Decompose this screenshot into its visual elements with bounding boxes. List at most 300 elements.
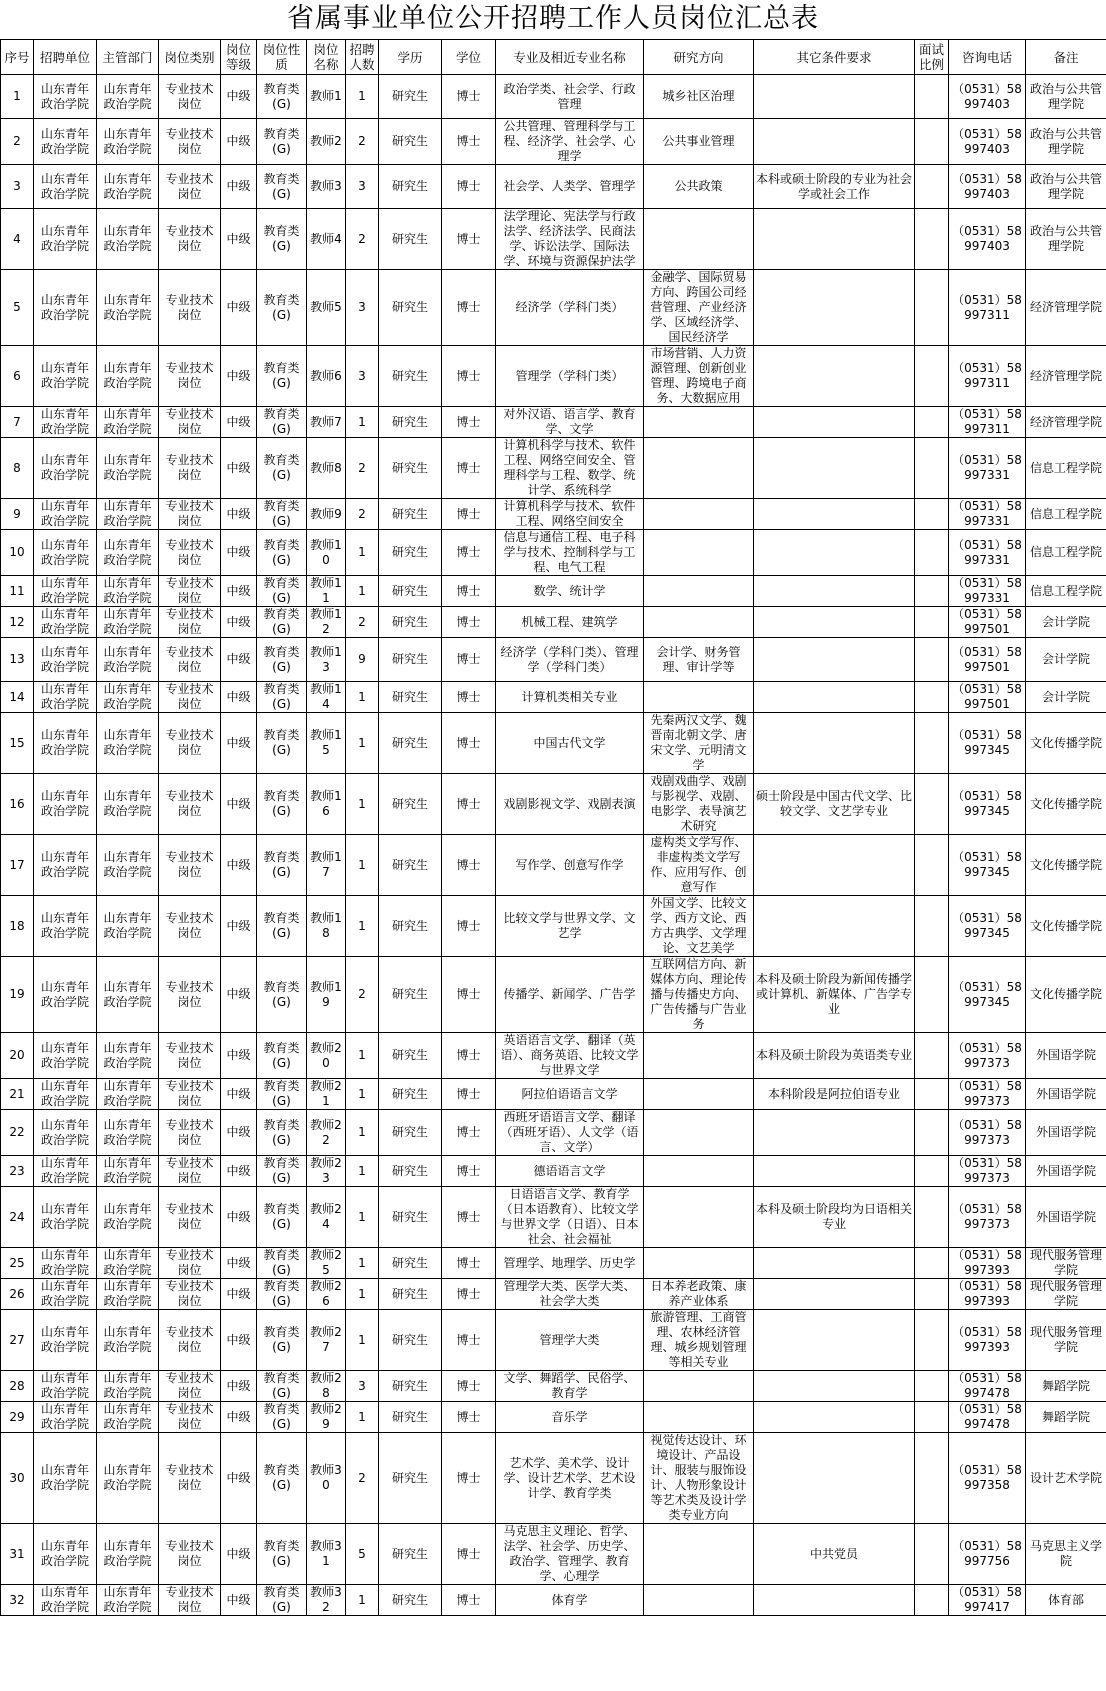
cell-education: 研究生 <box>379 1402 442 1433</box>
cell-supervising-dept: 山东青年政治学院 <box>97 713 159 774</box>
cell-degree: 博士 <box>442 1079 496 1110</box>
cell-recruiting-unit: 山东青年政治学院 <box>34 835 97 896</box>
cell-education: 研究生 <box>379 75 442 119</box>
cell-headcount: 3 <box>346 165 379 209</box>
cell-major: 写作学、创意写作学 <box>496 835 644 896</box>
cell-education: 研究生 <box>379 530 442 576</box>
cell-interview-ratio <box>915 270 949 346</box>
cell-post-category: 专业技术岗位 <box>159 1079 221 1110</box>
header-degree: 学位 <box>442 40 496 75</box>
cell-major: 戏剧影视文学、戏剧表演 <box>496 774 644 835</box>
cell-degree: 博士 <box>442 1585 496 1616</box>
table-row <box>1 774 1106 835</box>
cell-remarks: 设计艺术学院 <box>1026 1433 1106 1524</box>
cell-research-direction <box>644 530 754 576</box>
cell-degree: 博士 <box>442 1371 496 1402</box>
cell-other-requirements <box>754 713 915 774</box>
cell-recruiting-unit: 山东青年政治学院 <box>34 576 97 607</box>
cell-seq: 14 <box>1 682 34 713</box>
cell-major: 政治学类、社会学、行政管理 <box>496 75 644 119</box>
cell-research-direction: 旅游管理、工商管理、农林经济管理、城乡规划管理等相关专业 <box>644 1310 754 1371</box>
cell-post-name: 教师31 <box>307 1524 346 1585</box>
table-row <box>1 119 1106 165</box>
cell-education: 研究生 <box>379 270 442 346</box>
cell-post-category: 专业技术岗位 <box>159 75 221 119</box>
cell-post-level: 中级 <box>221 682 257 713</box>
cell-seq: 15 <box>1 713 34 774</box>
cell-major: 经济学（学科门类） <box>496 270 644 346</box>
cell-post-nature: 教育类(G) <box>257 1310 307 1371</box>
cell-major: 马克思主义理论、哲学、法学、社会学、历史学、政治学、管理学、教育学、心理学 <box>496 1524 644 1585</box>
cell-research-direction <box>644 499 754 530</box>
cell-phone: （0531）58997403 <box>949 75 1026 119</box>
cell-seq: 19 <box>1 957 34 1033</box>
cell-post-level: 中级 <box>221 119 257 165</box>
cell-headcount: 1 <box>346 530 379 576</box>
cell-phone: （0531）58997403 <box>949 165 1026 209</box>
cell-post-name: 教师11 <box>307 576 346 607</box>
cell-education: 研究生 <box>379 1079 442 1110</box>
cell-education: 研究生 <box>379 1279 442 1310</box>
cell-post-nature: 教育类(G) <box>257 1156 307 1187</box>
cell-interview-ratio <box>915 119 949 165</box>
cell-other-requirements <box>754 1156 915 1187</box>
cell-remarks: 外国语学院 <box>1026 1033 1106 1079</box>
cell-degree: 博士 <box>442 270 496 346</box>
cell-post-category: 专业技术岗位 <box>159 499 221 530</box>
cell-interview-ratio <box>915 1033 949 1079</box>
table-row <box>1 638 1106 682</box>
cell-education: 研究生 <box>379 346 442 407</box>
cell-major: 社会学、人类学、管理学 <box>496 165 644 209</box>
cell-major: 计算机类相关专业 <box>496 682 644 713</box>
cell-degree: 博士 <box>442 638 496 682</box>
cell-post-nature: 教育类(G) <box>257 1371 307 1402</box>
table-row <box>1 1110 1106 1156</box>
cell-remarks: 会计学院 <box>1026 607 1106 638</box>
table-row <box>1 682 1106 713</box>
cell-research-direction: 公共事业管理 <box>644 119 754 165</box>
cell-post-level: 中级 <box>221 896 257 957</box>
cell-degree: 博士 <box>442 1110 496 1156</box>
cell-other-requirements: 硕士阶段是中国古代文学、比较文学、文艺学专业 <box>754 774 915 835</box>
cell-other-requirements: 本科及硕士阶段为英语类专业 <box>754 1033 915 1079</box>
cell-phone: （0531）58997373 <box>949 1187 1026 1248</box>
header-education: 学历 <box>379 40 442 75</box>
cell-post-category: 专业技术岗位 <box>159 713 221 774</box>
cell-post-nature: 教育类(G) <box>257 1585 307 1616</box>
cell-post-level: 中级 <box>221 530 257 576</box>
cell-remarks: 现代服务管理学院 <box>1026 1248 1106 1279</box>
cell-recruiting-unit: 山东青年政治学院 <box>34 407 97 438</box>
cell-phone: （0531）58997393 <box>949 1279 1026 1310</box>
cell-recruiting-unit: 山东青年政治学院 <box>34 1156 97 1187</box>
cell-headcount: 1 <box>346 774 379 835</box>
cell-recruiting-unit: 山东青年政治学院 <box>34 1279 97 1310</box>
cell-headcount: 2 <box>346 957 379 1033</box>
cell-recruiting-unit: 山东青年政治学院 <box>34 1110 97 1156</box>
cell-degree: 博士 <box>442 438 496 499</box>
header-post-category: 岗位类别 <box>159 40 221 75</box>
cell-interview-ratio <box>915 1585 949 1616</box>
cell-post-category: 专业技术岗位 <box>159 957 221 1033</box>
cell-post-nature: 教育类(G) <box>257 438 307 499</box>
cell-post-nature: 教育类(G) <box>257 1433 307 1524</box>
cell-post-level: 中级 <box>221 576 257 607</box>
cell-remarks: 政治与公共管理学院 <box>1026 75 1106 119</box>
cell-recruiting-unit: 山东青年政治学院 <box>34 346 97 407</box>
cell-education: 研究生 <box>379 209 442 270</box>
cell-other-requirements <box>754 346 915 407</box>
cell-recruiting-unit: 山东青年政治学院 <box>34 1524 97 1585</box>
cell-recruiting-unit: 山东青年政治学院 <box>34 165 97 209</box>
header-post-nature: 岗位性质 <box>257 40 307 75</box>
cell-post-name: 教师27 <box>307 1310 346 1371</box>
cell-remarks: 现代服务管理学院 <box>1026 1310 1106 1371</box>
cell-major: 日语语言文学、教育学（日本语教育）、比较文学与世界文学（日语）、日本社会、社会福祉 <box>496 1187 644 1248</box>
table-row <box>1 1248 1106 1279</box>
cell-degree: 博士 <box>442 499 496 530</box>
cell-education: 研究生 <box>379 957 442 1033</box>
cell-remarks: 文化传播学院 <box>1026 713 1106 774</box>
cell-headcount: 1 <box>346 407 379 438</box>
cell-headcount: 1 <box>346 835 379 896</box>
cell-post-name: 教师18 <box>307 896 346 957</box>
cell-post-level: 中级 <box>221 209 257 270</box>
cell-other-requirements <box>754 1371 915 1402</box>
cell-post-category: 专业技术岗位 <box>159 119 221 165</box>
cell-seq: 16 <box>1 774 34 835</box>
cell-post-nature: 教育类(G) <box>257 1110 307 1156</box>
cell-other-requirements <box>754 530 915 576</box>
cell-other-requirements: 本科或硕士阶段的专业为社会学或社会工作 <box>754 165 915 209</box>
header-major: 专业及相近专业名称 <box>496 40 644 75</box>
cell-post-level: 中级 <box>221 1248 257 1279</box>
cell-supervising-dept: 山东青年政治学院 <box>97 75 159 119</box>
cell-phone: （0531）58997403 <box>949 209 1026 270</box>
cell-interview-ratio <box>915 346 949 407</box>
cell-interview-ratio <box>915 1433 949 1524</box>
cell-post-category: 专业技术岗位 <box>159 774 221 835</box>
cell-interview-ratio <box>915 957 949 1033</box>
cell-post-name: 教师2 <box>307 119 346 165</box>
cell-post-nature: 教育类(G) <box>257 896 307 957</box>
cell-other-requirements: 中共党员 <box>754 1524 915 1585</box>
cell-supervising-dept: 山东青年政治学院 <box>97 576 159 607</box>
cell-recruiting-unit: 山东青年政治学院 <box>34 1402 97 1433</box>
cell-research-direction: 公共政策 <box>644 165 754 209</box>
cell-seq: 4 <box>1 209 34 270</box>
cell-other-requirements <box>754 407 915 438</box>
cell-research-direction: 先秦两汉文学、魏晋南北朝文学、唐宋文学、元明清文学 <box>644 713 754 774</box>
table-row <box>1 407 1106 438</box>
table-row <box>1 75 1106 119</box>
cell-seq: 1 <box>1 75 34 119</box>
cell-seq: 3 <box>1 165 34 209</box>
cell-education: 研究生 <box>379 165 442 209</box>
table-row <box>1 1187 1106 1248</box>
header-supervising-dept: 主管部门 <box>97 40 159 75</box>
cell-education: 研究生 <box>379 1187 442 1248</box>
cell-seq: 5 <box>1 270 34 346</box>
header-post-level: 岗位等级 <box>221 40 257 75</box>
cell-seq: 20 <box>1 1033 34 1079</box>
cell-post-name: 教师1 <box>307 75 346 119</box>
cell-recruiting-unit: 山东青年政治学院 <box>34 682 97 713</box>
cell-supervising-dept: 山东青年政治学院 <box>97 165 159 209</box>
cell-other-requirements <box>754 896 915 957</box>
cell-post-category: 专业技术岗位 <box>159 835 221 896</box>
cell-recruiting-unit: 山东青年政治学院 <box>34 438 97 499</box>
cell-post-category: 专业技术岗位 <box>159 1402 221 1433</box>
cell-other-requirements <box>754 835 915 896</box>
cell-post-nature: 教育类(G) <box>257 1279 307 1310</box>
cell-remarks: 文化传播学院 <box>1026 835 1106 896</box>
header-recruiting-unit: 招聘单位 <box>34 40 97 75</box>
cell-education: 研究生 <box>379 1433 442 1524</box>
cell-post-category: 专业技术岗位 <box>159 1310 221 1371</box>
cell-post-name: 教师4 <box>307 209 346 270</box>
cell-remarks: 政治与公共管理学院 <box>1026 209 1106 270</box>
cell-research-direction <box>644 1402 754 1433</box>
cell-post-level: 中级 <box>221 1371 257 1402</box>
cell-phone: （0531）58997393 <box>949 1310 1026 1371</box>
cell-major: 比较文学与世界文学、文艺学 <box>496 896 644 957</box>
cell-phone: （0531）58997501 <box>949 682 1026 713</box>
header-post-name: 岗位名称 <box>307 40 346 75</box>
cell-post-nature: 教育类(G) <box>257 713 307 774</box>
cell-post-name: 教师19 <box>307 957 346 1033</box>
cell-headcount: 1 <box>346 1248 379 1279</box>
cell-remarks: 经济管理学院 <box>1026 270 1106 346</box>
cell-post-name: 教师30 <box>307 1433 346 1524</box>
cell-post-category: 专业技术岗位 <box>159 407 221 438</box>
cell-other-requirements <box>754 438 915 499</box>
cell-education: 研究生 <box>379 1248 442 1279</box>
cell-post-name: 教师16 <box>307 774 346 835</box>
table-row <box>1 1433 1106 1524</box>
cell-seq: 30 <box>1 1433 34 1524</box>
cell-other-requirements: 本科及硕士阶段为新闻传播学或计算机、新媒体、广告学专业 <box>754 957 915 1033</box>
cell-research-direction <box>644 1079 754 1110</box>
cell-seq: 28 <box>1 1371 34 1402</box>
cell-post-nature: 教育类(G) <box>257 1248 307 1279</box>
cell-research-direction: 市场营销、人力资源管理、创新创业管理、跨境电子商务、大数据应用 <box>644 346 754 407</box>
cell-seq: 10 <box>1 530 34 576</box>
cell-remarks: 体育部 <box>1026 1585 1106 1616</box>
cell-seq: 2 <box>1 119 34 165</box>
cell-research-direction <box>644 1371 754 1402</box>
cell-seq: 11 <box>1 576 34 607</box>
cell-research-direction <box>644 1585 754 1616</box>
cell-post-level: 中级 <box>221 270 257 346</box>
cell-education: 研究生 <box>379 576 442 607</box>
cell-supervising-dept: 山东青年政治学院 <box>97 438 159 499</box>
cell-post-nature: 教育类(G) <box>257 1079 307 1110</box>
cell-post-name: 教师21 <box>307 1079 346 1110</box>
cell-post-category: 专业技术岗位 <box>159 1371 221 1402</box>
cell-seq: 29 <box>1 1402 34 1433</box>
cell-remarks: 文化传播学院 <box>1026 774 1106 835</box>
cell-supervising-dept: 山东青年政治学院 <box>97 896 159 957</box>
cell-supervising-dept: 山东青年政治学院 <box>97 957 159 1033</box>
cell-interview-ratio <box>915 774 949 835</box>
cell-research-direction <box>644 209 754 270</box>
cell-post-level: 中级 <box>221 407 257 438</box>
header-row <box>1 40 1106 75</box>
page-title: 省属事业单位公开招聘工作人员岗位汇总表 <box>287 3 819 34</box>
cell-seq: 27 <box>1 1310 34 1371</box>
cell-seq: 31 <box>1 1524 34 1585</box>
cell-seq: 8 <box>1 438 34 499</box>
cell-phone: （0531）58997358 <box>949 1433 1026 1524</box>
cell-major: 中国古代文学 <box>496 713 644 774</box>
cell-phone: （0531）58997501 <box>949 638 1026 682</box>
cell-post-category: 专业技术岗位 <box>159 1248 221 1279</box>
cell-headcount: 5 <box>346 1524 379 1585</box>
cell-phone: （0531）58997331 <box>949 576 1026 607</box>
cell-headcount: 1 <box>346 1110 379 1156</box>
cell-seq: 25 <box>1 1248 34 1279</box>
cell-phone: （0531）58997373 <box>949 1079 1026 1110</box>
cell-post-category: 专业技术岗位 <box>159 438 221 499</box>
cell-seq: 22 <box>1 1110 34 1156</box>
cell-supervising-dept: 山东青年政治学院 <box>97 1402 159 1433</box>
cell-supervising-dept: 山东青年政治学院 <box>97 1156 159 1187</box>
cell-supervising-dept: 山东青年政治学院 <box>97 1248 159 1279</box>
cell-phone: （0531）58997345 <box>949 957 1026 1033</box>
cell-interview-ratio <box>915 607 949 638</box>
cell-post-level: 中级 <box>221 957 257 1033</box>
cell-research-direction <box>644 1033 754 1079</box>
cell-supervising-dept: 山东青年政治学院 <box>97 607 159 638</box>
header-seq: 序号 <box>1 40 34 75</box>
cell-post-category: 专业技术岗位 <box>159 607 221 638</box>
cell-phone: （0531）58997331 <box>949 499 1026 530</box>
table-row <box>1 209 1106 270</box>
cell-headcount: 1 <box>346 1033 379 1079</box>
cell-interview-ratio <box>915 75 949 119</box>
cell-degree: 博士 <box>442 407 496 438</box>
cell-supervising-dept: 山东青年政治学院 <box>97 407 159 438</box>
cell-education: 研究生 <box>379 607 442 638</box>
cell-major: 计算机科学与技术、软件工程、网络空间安全 <box>496 499 644 530</box>
cell-interview-ratio <box>915 1248 949 1279</box>
cell-post-category: 专业技术岗位 <box>159 1033 221 1079</box>
cell-post-name: 教师10 <box>307 530 346 576</box>
cell-interview-ratio <box>915 713 949 774</box>
cell-post-name: 教师5 <box>307 270 346 346</box>
cell-seq: 23 <box>1 1156 34 1187</box>
cell-other-requirements <box>754 638 915 682</box>
cell-other-requirements: 本科阶段是阿拉伯语专业 <box>754 1079 915 1110</box>
table-row <box>1 957 1106 1033</box>
cell-supervising-dept: 山东青年政治学院 <box>97 835 159 896</box>
cell-seq: 9 <box>1 499 34 530</box>
cell-education: 研究生 <box>379 1033 442 1079</box>
cell-remarks: 舞蹈学院 <box>1026 1371 1106 1402</box>
header-remarks: 备注 <box>1026 40 1106 75</box>
cell-post-level: 中级 <box>221 774 257 835</box>
cell-headcount: 1 <box>346 576 379 607</box>
cell-education: 研究生 <box>379 835 442 896</box>
cell-research-direction <box>644 1248 754 1279</box>
cell-post-nature: 教育类(G) <box>257 957 307 1033</box>
cell-research-direction <box>644 438 754 499</box>
cell-degree: 博士 <box>442 1279 496 1310</box>
cell-education: 研究生 <box>379 119 442 165</box>
cell-remarks: 马克思主义学院 <box>1026 1524 1106 1585</box>
cell-post-name: 教师22 <box>307 1110 346 1156</box>
cell-research-direction: 互联网信方向、新媒体方向、理论传播与传播史方向、广告传播与广告业务 <box>644 957 754 1033</box>
cell-post-name: 教师8 <box>307 438 346 499</box>
cell-post-nature: 教育类(G) <box>257 75 307 119</box>
table-row <box>1 1371 1106 1402</box>
cell-interview-ratio <box>915 1371 949 1402</box>
cell-remarks: 信息工程学院 <box>1026 530 1106 576</box>
cell-post-name: 教师7 <box>307 407 346 438</box>
cell-post-nature: 教育类(G) <box>257 209 307 270</box>
cell-seq: 26 <box>1 1279 34 1310</box>
cell-recruiting-unit: 山东青年政治学院 <box>34 774 97 835</box>
cell-research-direction <box>644 407 754 438</box>
cell-degree: 博士 <box>442 119 496 165</box>
cell-major: 经济学（学科门类）、管理学（学科门类） <box>496 638 644 682</box>
cell-other-requirements <box>754 1248 915 1279</box>
cell-post-category: 专业技术岗位 <box>159 1187 221 1248</box>
cell-education: 研究生 <box>379 896 442 957</box>
cell-other-requirements <box>754 1585 915 1616</box>
cell-remarks: 经济管理学院 <box>1026 407 1106 438</box>
cell-interview-ratio <box>915 1524 949 1585</box>
cell-interview-ratio <box>915 576 949 607</box>
cell-post-level: 中级 <box>221 499 257 530</box>
cell-headcount: 1 <box>346 1310 379 1371</box>
cell-phone: （0531）58997345 <box>949 774 1026 835</box>
cell-post-nature: 教育类(G) <box>257 1187 307 1248</box>
cell-major: 艺术学、美术学、设计学、设计艺术学、艺术设计学、教育学类 <box>496 1433 644 1524</box>
cell-supervising-dept: 山东青年政治学院 <box>97 682 159 713</box>
cell-major: 英语语言文学、翻译（英语）、商务英语、比较文学与世界文学 <box>496 1033 644 1079</box>
cell-post-level: 中级 <box>221 1079 257 1110</box>
cell-headcount: 1 <box>346 1156 379 1187</box>
cell-interview-ratio <box>915 1279 949 1310</box>
cell-interview-ratio <box>915 896 949 957</box>
cell-remarks: 政治与公共管理学院 <box>1026 119 1106 165</box>
cell-other-requirements <box>754 75 915 119</box>
cell-remarks: 外国语学院 <box>1026 1156 1106 1187</box>
cell-headcount: 3 <box>346 270 379 346</box>
cell-post-category: 专业技术岗位 <box>159 1433 221 1524</box>
cell-post-nature: 教育类(G) <box>257 1033 307 1079</box>
cell-interview-ratio <box>915 1156 949 1187</box>
cell-post-category: 专业技术岗位 <box>159 1110 221 1156</box>
cell-remarks: 外国语学院 <box>1026 1187 1106 1248</box>
cell-degree: 博士 <box>442 1248 496 1279</box>
cell-education: 研究生 <box>379 1156 442 1187</box>
cell-remarks: 文化传播学院 <box>1026 896 1106 957</box>
cell-degree: 博士 <box>442 165 496 209</box>
cell-remarks: 经济管理学院 <box>1026 346 1106 407</box>
cell-supervising-dept: 山东青年政治学院 <box>97 346 159 407</box>
cell-education: 研究生 <box>379 1585 442 1616</box>
table-row <box>1 1279 1106 1310</box>
cell-post-name: 教师17 <box>307 835 346 896</box>
cell-post-category: 专业技术岗位 <box>159 530 221 576</box>
cell-post-level: 中级 <box>221 713 257 774</box>
cell-post-category: 专业技术岗位 <box>159 1585 221 1616</box>
cell-post-level: 中级 <box>221 1433 257 1524</box>
